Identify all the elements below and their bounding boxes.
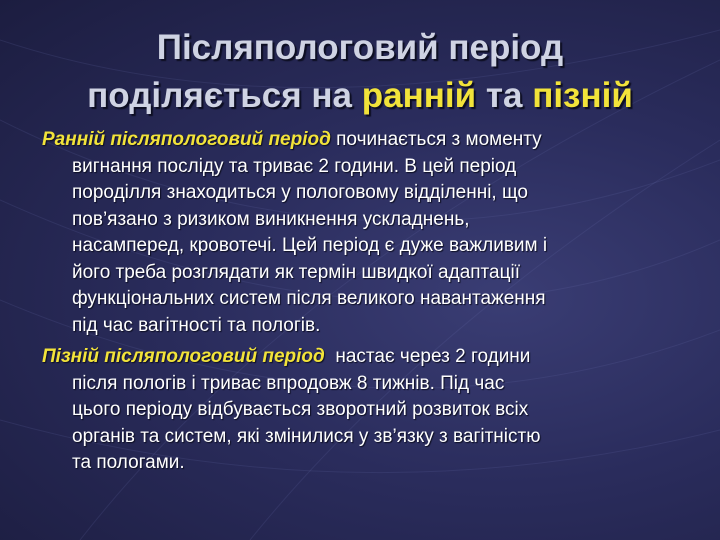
early-period-first-line: починається з моменту: [330, 129, 542, 150]
paragraph-late-period: [42, 344, 682, 477]
title-accent-early: ранній: [361, 76, 477, 115]
early-period-line: насамперед, кровотечі. Цей період є дуже важливим і: [72, 235, 548, 256]
early-period-line: під час вагітності та пологів.: [72, 314, 321, 336]
title-accent-late: пізній: [532, 76, 633, 115]
paragraph-early-period: [42, 127, 682, 339]
late-period-line: та пологами.: [72, 452, 185, 473]
early-period-line: функціональних систем після великого навантаження: [72, 288, 546, 309]
early-period-line: пов’язано з ризиком виникнення ускладнень,: [72, 208, 470, 230]
title-line-2-middle: та: [476, 76, 533, 115]
slide-title-line-1: [20, 28, 700, 68]
early-period-lead: Ранній післяпологовий період: [42, 129, 331, 150]
late-period-lead: Пізній післяпологовий період: [42, 346, 325, 367]
title-line-2-prefix: поділяється на: [87, 76, 362, 115]
title-line-1-text: Післяпологовий період: [156, 28, 564, 67]
late-period-first-line: настає через 2 години: [324, 346, 531, 367]
late-period-line: цього періоду відбувається зворотний розвиток всіх: [72, 399, 529, 420]
late-period-line: органів та систем, які змінилися у зв’язку з вагітністю: [72, 425, 541, 447]
early-period-line: його треба розглядати як термін швидкої адаптації: [72, 261, 520, 283]
early-period-line: вигнання посліду та триває 2 години. В цей період: [72, 155, 517, 177]
slide-title-line-2: [20, 76, 700, 116]
early-period-line: породілля знаходиться у пологовому відділенні, що: [72, 182, 528, 203]
late-period-line: після пологів і триває впродовж 8 тижнів. Під час: [72, 372, 505, 394]
